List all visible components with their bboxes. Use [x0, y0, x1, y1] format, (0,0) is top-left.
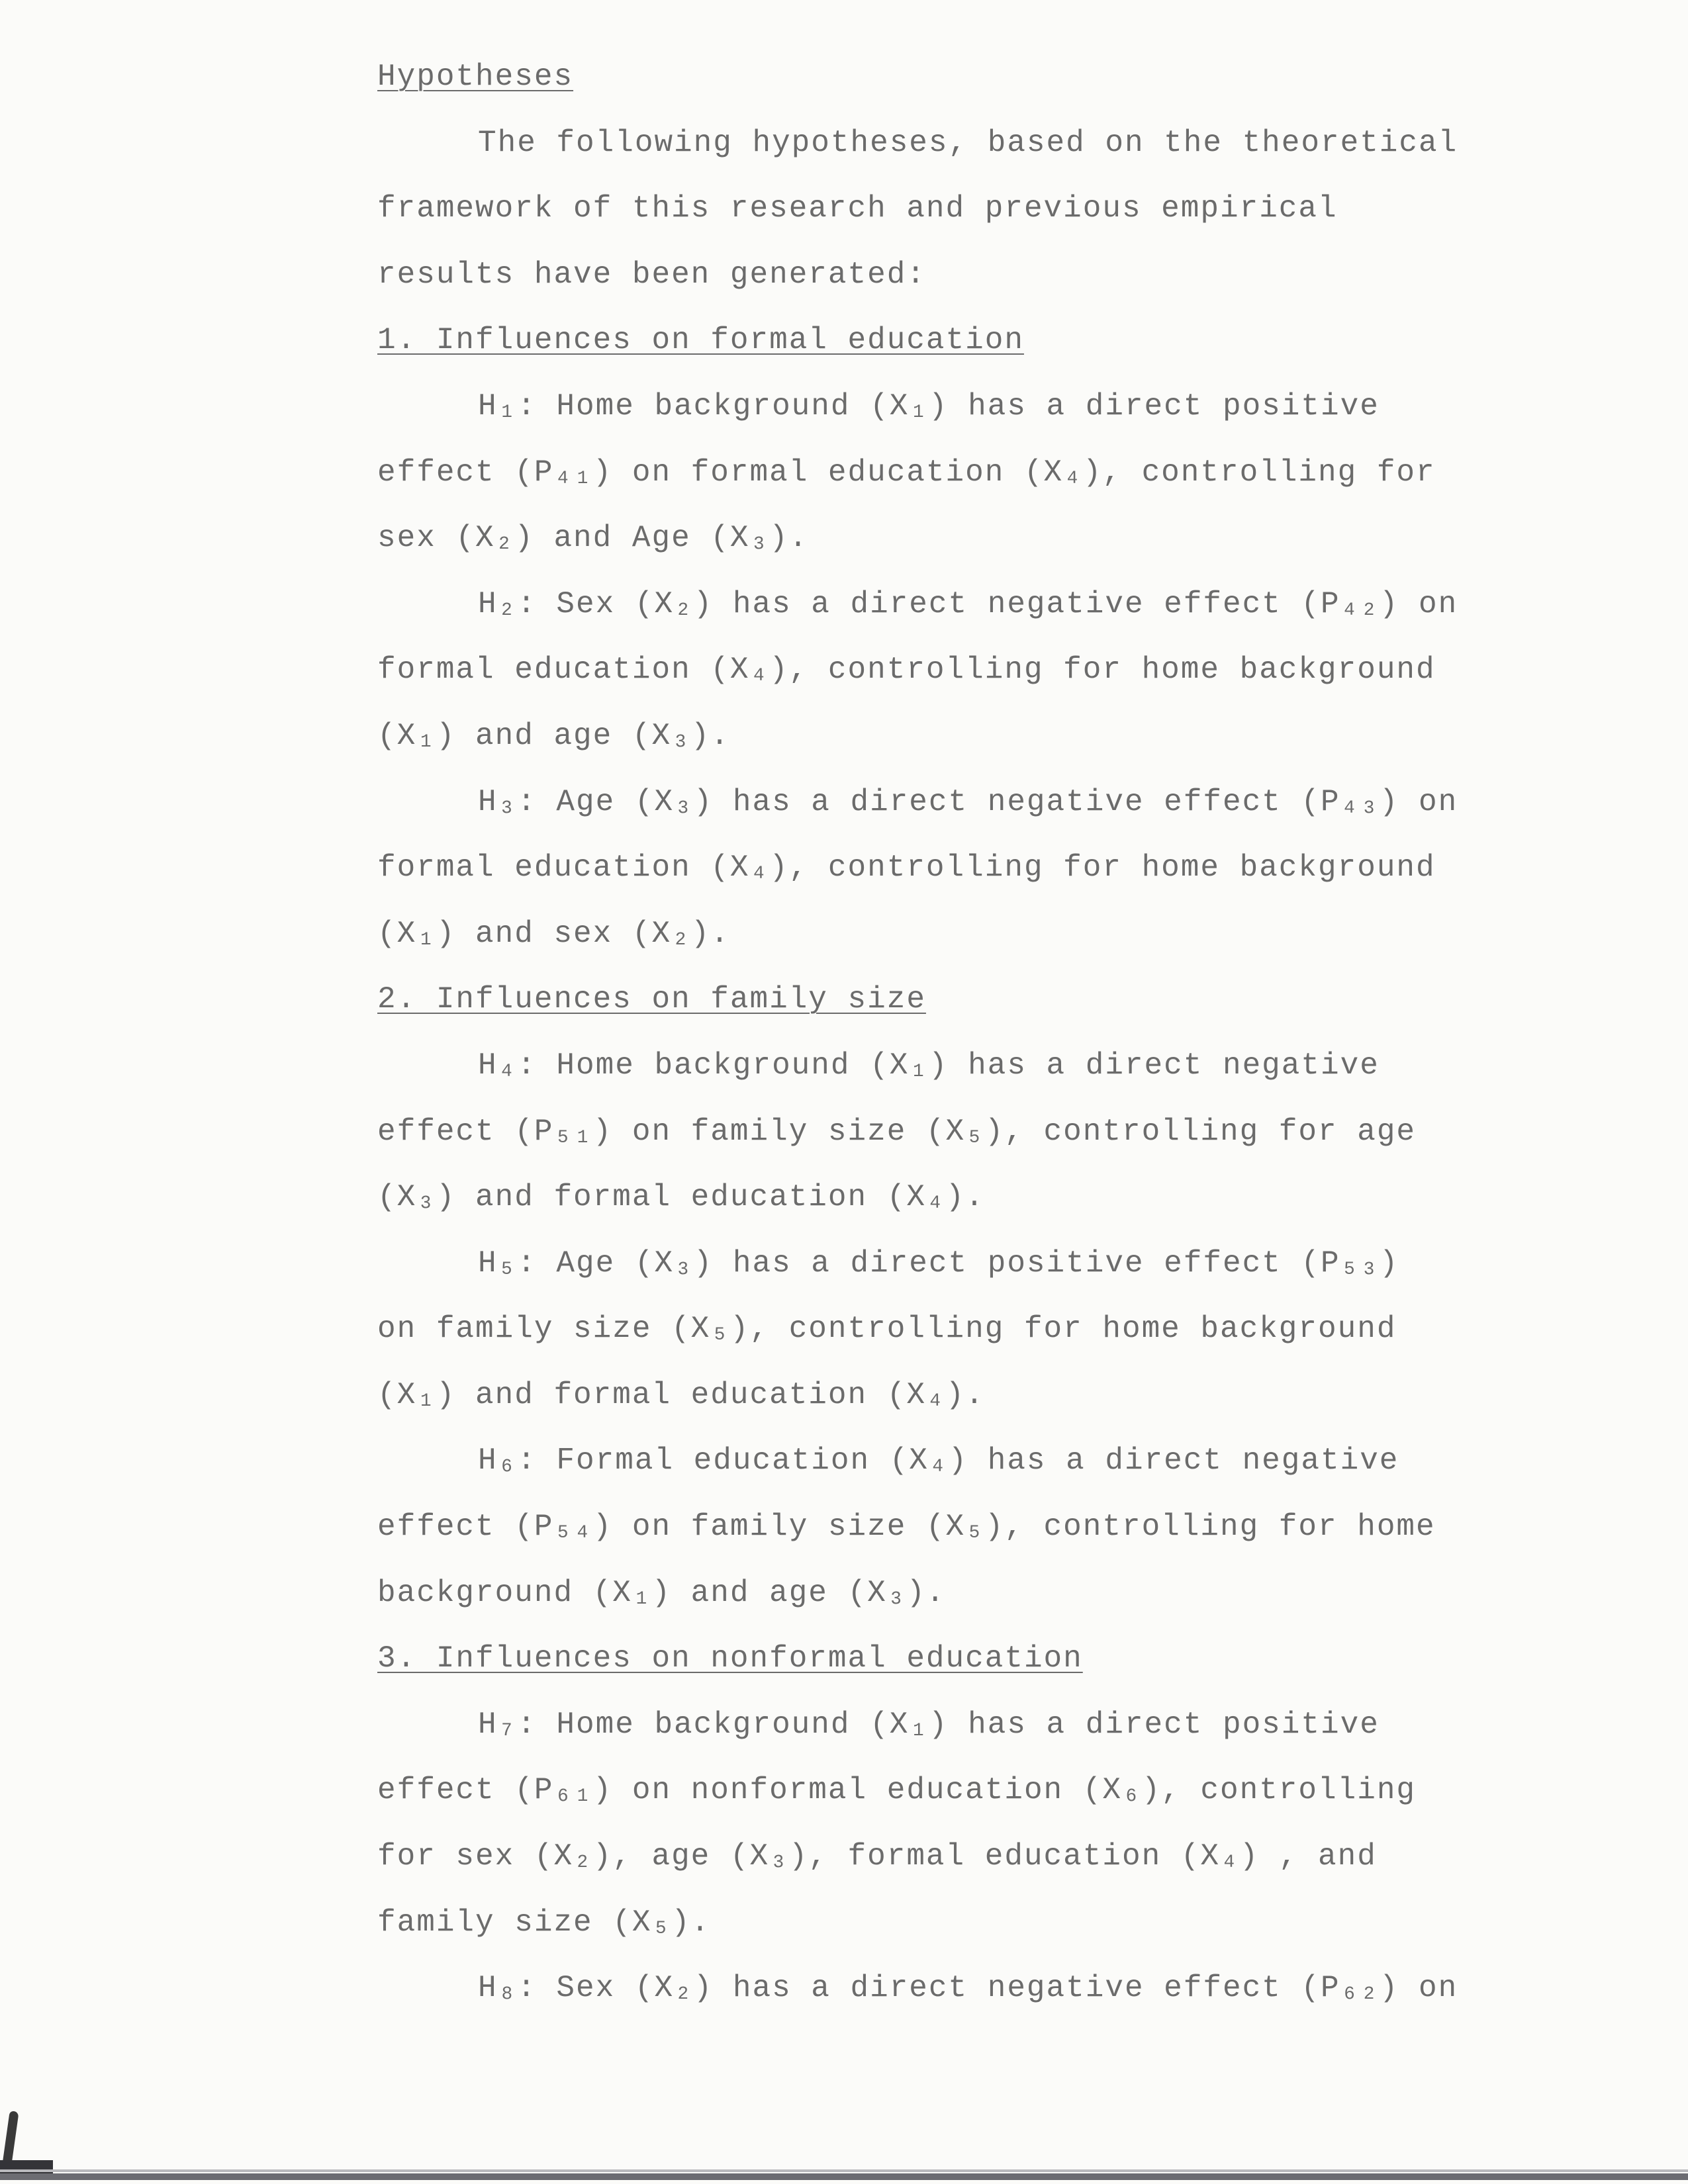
text-line — [377, 1113, 1542, 1179]
line-text: 3. Influences on nonformal education — [377, 1641, 1083, 1676]
line-text: H₂: Sex (X₂) has a direct negative effect (P₄₂) on — [478, 586, 1458, 621]
section-heading — [377, 322, 1542, 388]
line-text: (X₁) and formal education (X₄). — [377, 1377, 985, 1412]
line-text: effect (P₅₁) on family size (X₅), controlling for age — [377, 1114, 1417, 1149]
text-line — [377, 1772, 1542, 1838]
text-line — [377, 1508, 1542, 1574]
text-line — [377, 915, 1542, 981]
line-text: effect (P₆₁) on nonformal education (X₆), controlling — [377, 1773, 1417, 1808]
line-text: formal education (X₄), controlling for home background — [377, 653, 1436, 688]
line-text: The following hypotheses, based on the theoretical — [478, 125, 1458, 160]
text-line — [377, 1047, 1542, 1113]
text-line — [377, 520, 1542, 586]
line-text: H₃: Age (X₃) has a direct negative effect (P₄₃) on — [478, 784, 1458, 819]
line-text: framework of this research and previous empirical — [377, 191, 1338, 226]
line-text: H₅: Age (X₃) has a direct positive effect (P₅₃) — [478, 1246, 1399, 1281]
line-text: H₇: Home background (X₁) has a direct positive — [478, 1707, 1380, 1742]
line-text: (X₃) and formal education (X₄). — [377, 1180, 985, 1215]
line-text: formal education (X₄), controlling for home background — [377, 850, 1436, 886]
line-text: background (X₁) and age (X₃). — [377, 1575, 946, 1610]
text-line — [377, 1179, 1542, 1245]
line-text: H₄: Home background (X₁) has a direct negative — [478, 1048, 1380, 1083]
line-text: on family size (X₅), controlling for home background — [377, 1312, 1397, 1347]
section-heading — [377, 58, 1542, 124]
text-line — [377, 1310, 1542, 1377]
line-text: 1. Influences on formal education — [377, 323, 1024, 358]
line-text: effect (P₅₄) on family size (X₅), controlling for home — [377, 1510, 1436, 1545]
line-text: for sex (X₂), age (X₃), formal education (X₄) , and — [377, 1839, 1377, 1874]
text-line — [377, 256, 1542, 322]
document-page — [377, 58, 1542, 2036]
text-line — [377, 1574, 1542, 1641]
text-line — [377, 651, 1542, 717]
line-text: sex (X₂) and Age (X₃). — [377, 521, 809, 556]
line-text: 2. Influences on family size — [377, 982, 926, 1017]
text-line — [377, 784, 1542, 850]
text-line — [377, 454, 1542, 520]
section-heading — [377, 981, 1542, 1047]
text-line — [377, 124, 1542, 191]
text-line — [377, 1706, 1542, 1772]
line-text: results have been generated: — [377, 257, 926, 292]
text-line — [377, 1838, 1542, 1904]
text-line — [377, 717, 1542, 784]
line-text: (X₁) and age (X₃). — [377, 718, 730, 753]
section-heading — [377, 1640, 1542, 1706]
text-line — [377, 1970, 1542, 2036]
line-text: family size (X₅). — [377, 1905, 711, 1940]
line-text: effect (P₄₁) on formal education (X₄), controlling for — [377, 455, 1436, 490]
scan-edge-mark-base — [0, 2160, 53, 2175]
text-line — [377, 849, 1542, 915]
line-text: (X₁) and sex (X₂). — [377, 916, 730, 951]
line-text: H₈: Sex (X₂) has a direct negative effect (P₆₂) on — [478, 1971, 1458, 2006]
text-line — [377, 1377, 1542, 1443]
line-text: Hypotheses — [377, 60, 574, 94]
scan-bottom-edge-light — [0, 2169, 1688, 2172]
line-text: H₁: Home background (X₁) has a direct positive — [478, 388, 1380, 424]
text-line — [377, 1442, 1542, 1508]
text-line — [377, 1904, 1542, 1970]
line-text: H₆: Formal education (X₄) has a direct negative — [478, 1443, 1399, 1479]
text-line — [377, 388, 1542, 454]
text-line — [377, 190, 1542, 256]
text-line — [377, 1245, 1542, 1311]
text-line — [377, 586, 1542, 652]
scan-bottom-edge — [0, 2173, 1688, 2180]
